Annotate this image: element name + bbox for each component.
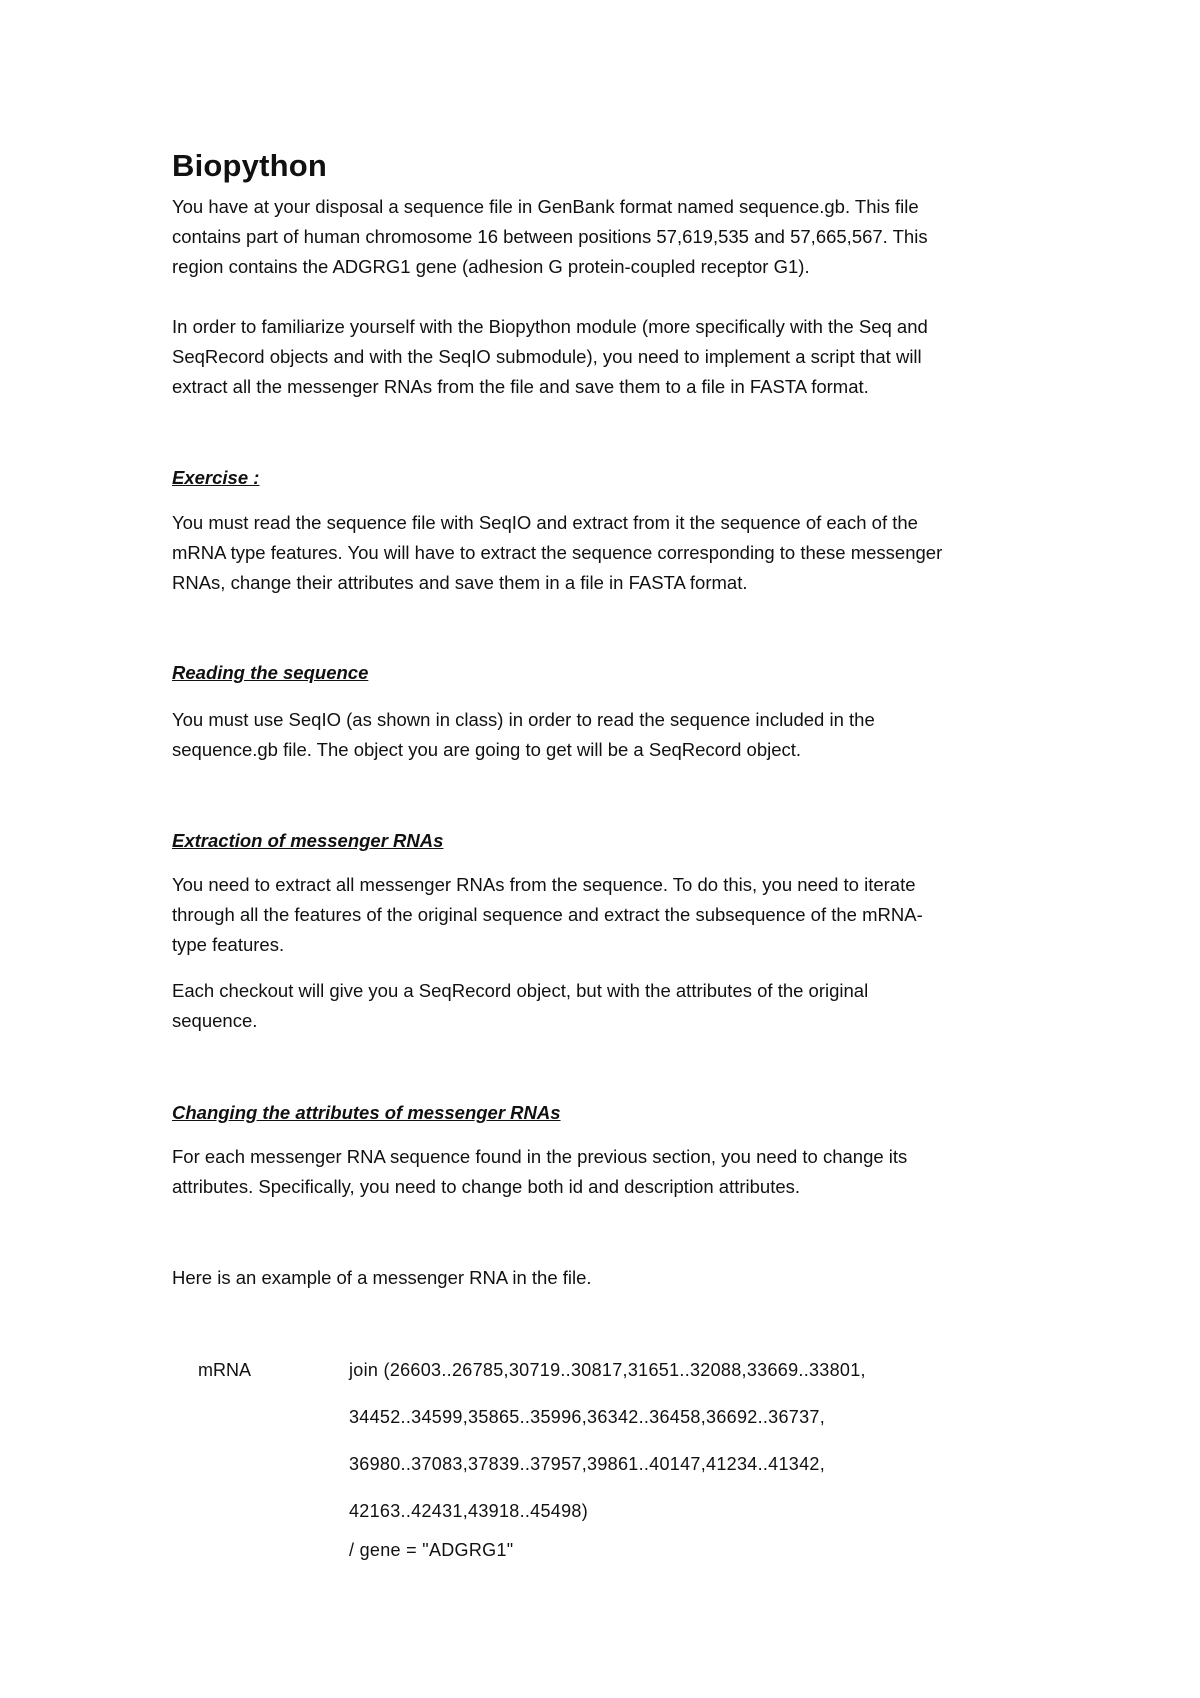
extraction-paragraph-1 bbox=[172, 870, 1052, 960]
changing-paragraph bbox=[172, 1142, 1052, 1202]
reading-heading: Reading the sequence bbox=[172, 662, 369, 683]
text-line: type features. bbox=[172, 934, 285, 955]
text-line: You need to extract all messenger RNAs from the sequence. To do this, you need to iterate bbox=[172, 874, 916, 895]
example-location-line: 34452..34599,35865..35996,36342..36458,36692..36737, bbox=[349, 1407, 826, 1427]
text-line: You have at your disposal a sequence file in GenBank format named sequence.gb. This file bbox=[172, 196, 919, 217]
exercise-paragraph bbox=[172, 508, 1052, 598]
text-line: region contains the ADGRG1 gene (adhesion G protein-coupled receptor G1). bbox=[172, 256, 810, 277]
text-line: sequence.gb file. The object you are going to get will be a SeqRecord object. bbox=[172, 739, 802, 760]
text-line: You must use SeqIO (as shown in class) in order to read the sequence included in the bbox=[172, 709, 875, 730]
text-line: contains part of human chromosome 16 between positions 57,619,535 and 57,665,567. This bbox=[172, 226, 928, 247]
text-line: RNAs, change their attributes and save them in a file in FASTA format. bbox=[172, 572, 748, 593]
text-line: You must read the sequence file with SeqIO and extract from it the sequence of each of the bbox=[172, 512, 918, 533]
text-line: In order to familiarize yourself with the Biopython module (more specifically with the Seq and bbox=[172, 316, 928, 337]
example-feature-label: mRNA bbox=[198, 1360, 251, 1380]
text-line: attributes. Specifically, you need to change both id and description attributes. bbox=[172, 1176, 801, 1197]
text-line: mRNA type features. You will have to extract the sequence corresponding to these messenger bbox=[172, 542, 943, 563]
example-location-line: 42163..42431,43918..45498) bbox=[349, 1501, 589, 1521]
extraction-paragraph-2 bbox=[172, 976, 1052, 1036]
text-line: SeqRecord objects and with the SeqIO submodule), you need to implement a script that will bbox=[172, 346, 922, 367]
intro-paragraph-1 bbox=[172, 192, 1052, 282]
example-intro: Here is an example of a messenger RNA in the file. bbox=[172, 1267, 592, 1288]
example-location-line: 36980..37083,37839..37957,39861..40147,41234..41342, bbox=[349, 1454, 826, 1474]
example-location-line: join (26603..26785,30719..30817,31651..32088,33669..33801, bbox=[349, 1360, 866, 1380]
page-title: Biopython bbox=[172, 148, 328, 183]
intro-paragraph-2 bbox=[172, 312, 1052, 402]
exercise-heading: Exercise : bbox=[172, 467, 260, 488]
example-gene-qualifier: / gene = "ADGRG1" bbox=[349, 1540, 514, 1560]
text-line: through all the features of the original sequence and extract the subsequence of the mRNA- bbox=[172, 904, 923, 925]
reading-paragraph bbox=[172, 705, 1052, 765]
text-line: sequence. bbox=[172, 1010, 258, 1031]
text-line: For each messenger RNA sequence found in the previous section, you need to change its bbox=[172, 1146, 908, 1167]
text-line: extract all the messenger RNAs from the file and save them to a file in FASTA format. bbox=[172, 376, 869, 397]
extraction-heading: Extraction of messenger RNAs bbox=[172, 830, 444, 851]
changing-heading: Changing the attributes of messenger RNAs bbox=[172, 1102, 561, 1123]
text-line: Each checkout will give you a SeqRecord object, but with the attributes of the original bbox=[172, 980, 869, 1001]
